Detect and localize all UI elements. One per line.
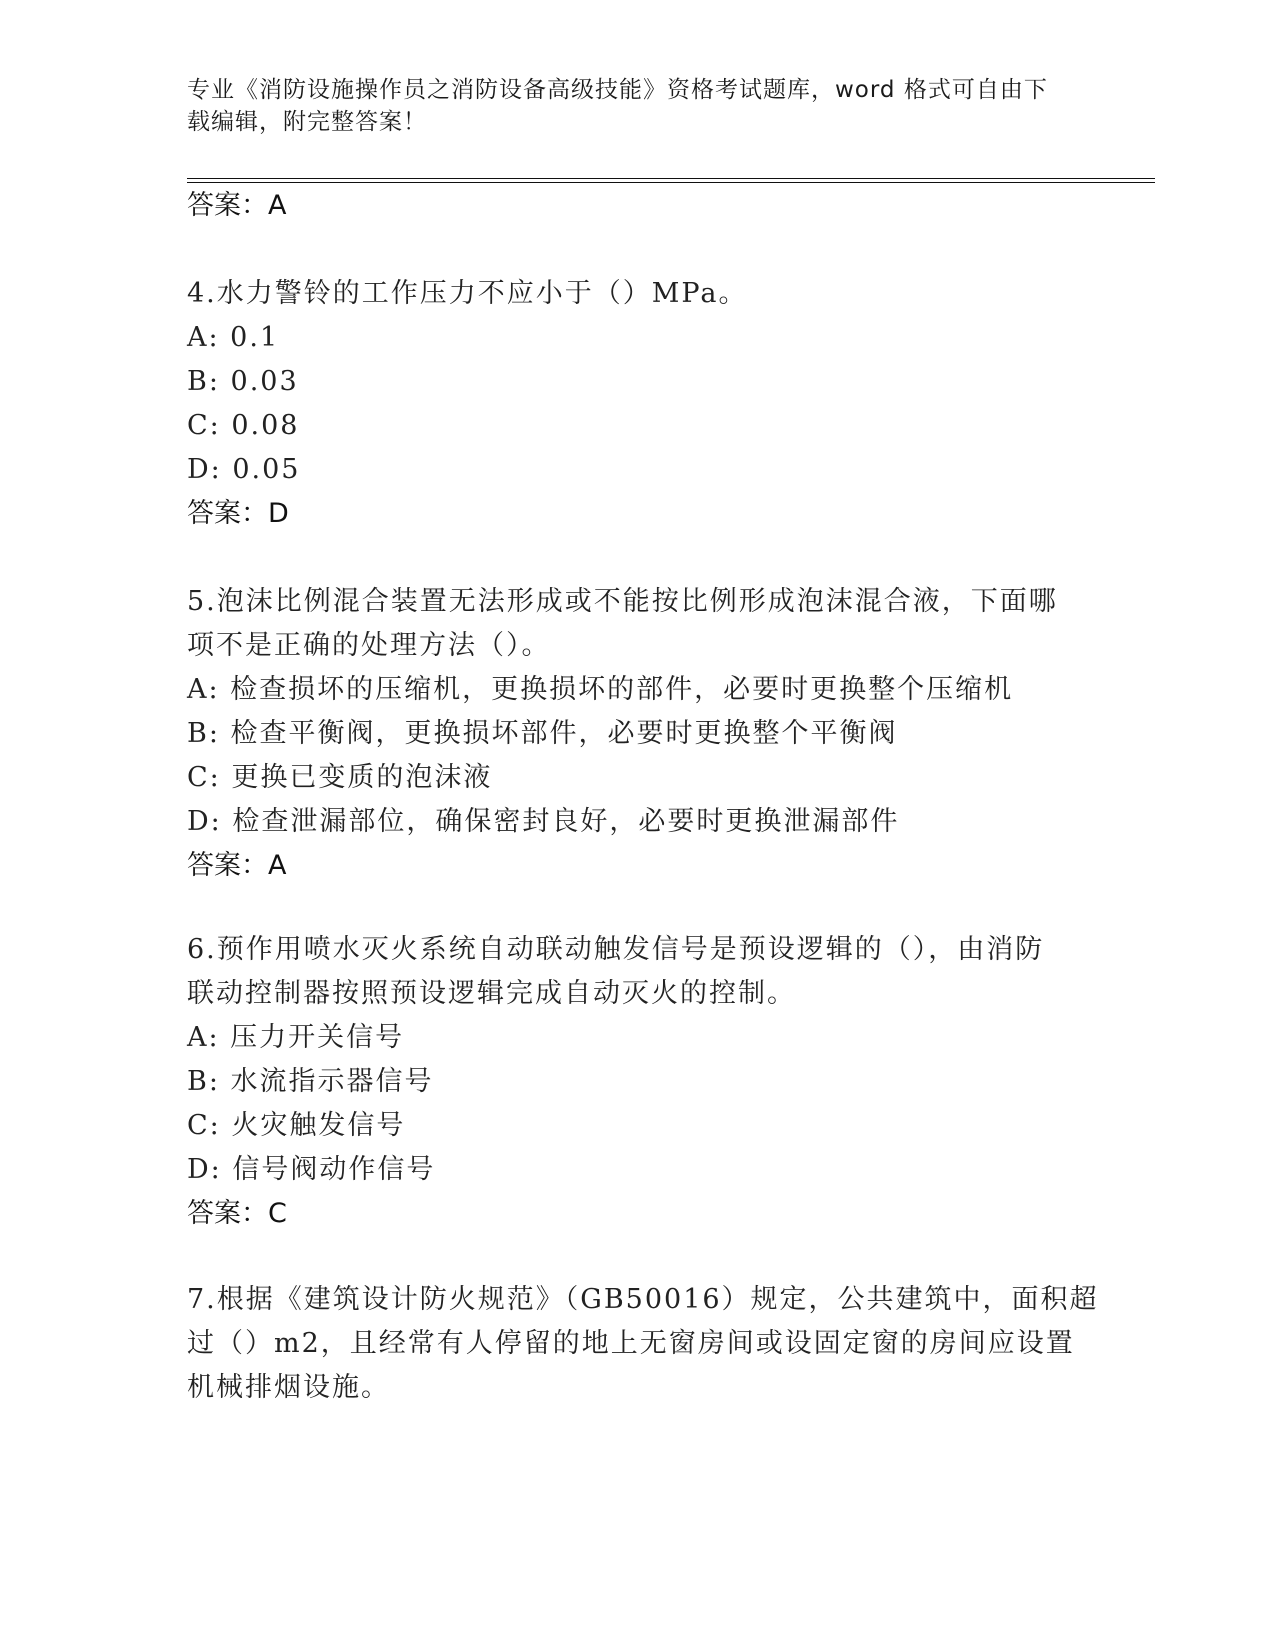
header-divider — [187, 178, 1155, 179]
question-stem: 7.根据《建筑设计防火规范》（GB50016）规定，公共建筑中，面积超 — [187, 1284, 1099, 1315]
header-divider — [187, 182, 1155, 183]
option-a: A: 压力开关信号 — [187, 1022, 405, 1053]
option-d: D: 信号阀动作信号 — [187, 1154, 436, 1185]
question-stem: 6.预作用喷水灭火系统自动联动触发信号是预设逻辑的（），由消防 — [187, 934, 1045, 965]
option-d: D: 0.05 — [187, 454, 301, 485]
option-b: B: 检查平衡阀，更换损坏部件，必要时更换整个平衡阀 — [187, 718, 898, 749]
document-header — [187, 74, 1067, 138]
question-stem: 机械排烟设施。 — [187, 1372, 390, 1403]
answer-label: 答案：D — [187, 498, 289, 529]
option-b: B: 水流指示器信号 — [187, 1066, 434, 1097]
header-line: 载编辑，附完整答案！ — [187, 109, 427, 135]
question-stem: 项不是正确的处理方法（）。 — [187, 630, 551, 661]
option-c: C: 火灾触发信号 — [187, 1110, 406, 1141]
question-stem: 4.水力警铃的工作压力不应小于（）MPa。 — [187, 278, 748, 309]
answer-label: 答案：C — [187, 1198, 287, 1229]
option-d: D: 检查泄漏部位，确保密封良好，必要时更换泄漏部件 — [187, 806, 900, 837]
header-line: 专业《消防设施操作员之消防设备高级技能》资格考试题库，word 格式可自由下 — [187, 77, 1048, 103]
question-stem: 联动控制器按照预设逻辑完成自动灭火的控制。 — [187, 978, 796, 1009]
answer-label: 答案：A — [187, 190, 287, 221]
option-c: C: 更换已变质的泡沫液 — [187, 762, 493, 793]
answer-label: 答案：A — [187, 850, 287, 881]
option-c: C: 0.08 — [187, 410, 300, 441]
option-a: A: 0.1 — [187, 322, 280, 353]
question-stem: 过（）m2，且经常有人停留的地上无窗房间或设固定窗的房间应设置 — [187, 1328, 1075, 1359]
option-a: A: 检查损坏的压缩机，更换损坏的部件，必要时更换整个压缩机 — [187, 674, 1014, 705]
question-stem: 5.泡沫比例混合装置无法形成或不能按比例形成泡沫混合液，下面哪 — [187, 586, 1058, 617]
option-b: B: 0.03 — [187, 366, 299, 397]
